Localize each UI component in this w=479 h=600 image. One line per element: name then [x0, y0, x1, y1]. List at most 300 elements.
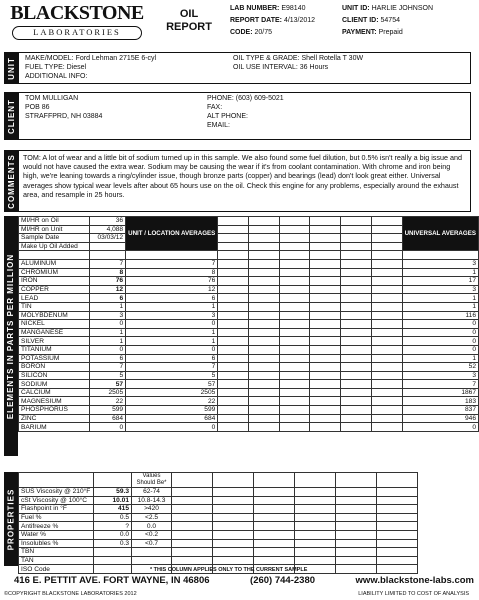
- element-average: 0: [126, 320, 218, 329]
- element-value: 1: [90, 328, 126, 337]
- element-value: 0: [90, 320, 126, 329]
- footer-website[interactable]: www.blackstone-labs.com: [355, 575, 474, 586]
- element-universal-average: 3: [402, 285, 478, 294]
- property-row: [19, 530, 418, 539]
- client-section: [18, 92, 471, 140]
- element-name: IRON: [19, 277, 90, 286]
- empty-cell: [336, 530, 377, 539]
- empty-cell: [218, 251, 249, 260]
- empty-cell: [310, 234, 341, 243]
- empty-cell: [341, 337, 372, 346]
- empty-cell: [371, 225, 402, 234]
- empty-cell: [279, 251, 310, 260]
- info-value: 4,088: [90, 225, 126, 234]
- info-label: Sample Date: [19, 234, 90, 243]
- element-value: 0: [90, 345, 126, 354]
- empty-cell: [218, 294, 249, 303]
- empty-cell: [279, 268, 310, 277]
- element-name: BORON: [19, 363, 90, 372]
- empty-cell: [295, 488, 336, 497]
- properties-header-row: [19, 473, 418, 488]
- empty-cell: [279, 225, 310, 234]
- info-label: Make Up Oil Added: [19, 242, 90, 251]
- empty-cell: [310, 363, 341, 372]
- empty-cell: [341, 363, 372, 372]
- empty-cell: [371, 423, 402, 432]
- property-name: TBN: [19, 548, 94, 557]
- empty-cell: [218, 234, 249, 243]
- payment: PAYMENT: Prepaid: [342, 29, 403, 36]
- empty-cell: [172, 505, 213, 514]
- element-average: 76: [126, 277, 218, 286]
- empty-cell: [249, 294, 280, 303]
- element-average: 6: [126, 354, 218, 363]
- element-row: [19, 311, 479, 320]
- comments-text: TOM: A lot of wear and a little bit of sodium turned up in this sample. We also found some fuel dilution, but 0.5% isn't really a big issue and would not have caused the extra wear. Sodium may be causing the wear if it's from coolant contamination. With chrome and iron being high, we're leaning towards a ring/cylinder issue, though bronze parts (copper) and bearings (lead) don't look great either. Universal averages show typical wear levels after about 65 hours use on the oil. Check this engine for any problems, especially around the exhaust area, and resample in 25 hours.: [23, 153, 462, 199]
- empty-cell: [279, 320, 310, 329]
- element-row: [19, 397, 479, 406]
- empty-cell: [218, 320, 249, 329]
- empty-cell: [254, 522, 295, 531]
- empty-cell: [279, 259, 310, 268]
- element-average: 8: [126, 268, 218, 277]
- empty-cell: [218, 380, 249, 389]
- empty-cell: [249, 268, 280, 277]
- property-value: [94, 548, 132, 557]
- element-row: [19, 285, 479, 294]
- element-universal-average: 1: [402, 294, 478, 303]
- element-row: [19, 268, 479, 277]
- empty-cell: [172, 539, 213, 548]
- empty-cell: [371, 285, 402, 294]
- empty-cell: [295, 539, 336, 548]
- empty-cell: [295, 513, 336, 522]
- empty-cell: [249, 302, 280, 311]
- empty-cell: [341, 406, 372, 415]
- client-fax: FAX:: [207, 104, 223, 111]
- empty-cell: [341, 354, 372, 363]
- element-universal-average: 3: [402, 371, 478, 380]
- footer-address: 416 E. PETTIT AVE. FORT WAYNE, IN 46806: [14, 575, 210, 586]
- property-value: 415: [94, 505, 132, 514]
- element-average: 3: [126, 311, 218, 320]
- empty-cell: [371, 328, 402, 337]
- element-value: 684: [90, 414, 126, 423]
- element-row: [19, 354, 479, 363]
- empty-cell: [218, 414, 249, 423]
- property-name: Insolubles %: [19, 539, 94, 548]
- empty-cell: [310, 397, 341, 406]
- empty-cell: [336, 565, 377, 574]
- element-row: [19, 277, 479, 286]
- empty-cell: [249, 217, 280, 226]
- empty-cell: [371, 242, 402, 251]
- title-line2: REPORT: [166, 21, 212, 33]
- empty-cell: [249, 337, 280, 346]
- empty-cell: [341, 268, 372, 277]
- empty-cell: [310, 225, 341, 234]
- element-value: 6: [90, 294, 126, 303]
- empty-cell: [310, 320, 341, 329]
- empty-cell: [371, 251, 402, 260]
- empty-cell: [213, 530, 254, 539]
- empty-cell: [218, 423, 249, 432]
- empty-cell: [310, 294, 341, 303]
- element-universal-average: 183: [402, 397, 478, 406]
- logo-laboratories: LABORATORIES: [12, 26, 142, 40]
- property-value: 10.01: [94, 496, 132, 505]
- empty-cell: [279, 302, 310, 311]
- empty-cell: [295, 556, 336, 565]
- element-average: 12: [126, 285, 218, 294]
- empty-cell: [341, 259, 372, 268]
- property-row: [19, 505, 418, 514]
- elements-table: [18, 216, 479, 432]
- empty-cell: [218, 277, 249, 286]
- empty-cell: [172, 530, 213, 539]
- empty-cell: [254, 505, 295, 514]
- empty-cell: [371, 380, 402, 389]
- info-label: MI/HR on Unit: [19, 225, 90, 234]
- empty-cell: [213, 556, 254, 565]
- property-value: 0.3: [94, 539, 132, 548]
- element-value: 57: [90, 380, 126, 389]
- element-name: SILVER: [19, 337, 90, 346]
- empty-cell: [249, 354, 280, 363]
- empty-cell: [371, 388, 402, 397]
- empty-cell: [371, 345, 402, 354]
- element-average: 1: [126, 328, 218, 337]
- property-name: ISO Code: [19, 565, 94, 574]
- empty-cell: [279, 217, 310, 226]
- empty-cell: [254, 496, 295, 505]
- empty-cell: [310, 268, 341, 277]
- property-row: [19, 513, 418, 522]
- client-alt-phone: ALT PHONE:: [207, 113, 248, 120]
- property-row: [19, 488, 418, 497]
- element-universal-average: 116: [402, 311, 478, 320]
- element-name: CHROMIUM: [19, 268, 90, 277]
- element-name: SODIUM: [19, 380, 90, 389]
- empty-cell: [254, 530, 295, 539]
- empty-cell: [249, 380, 280, 389]
- property-row: [19, 522, 418, 531]
- element-universal-average: 1: [402, 268, 478, 277]
- client-address-2: STRAFFPRD, NH 03884: [25, 113, 103, 120]
- empty-cell: [341, 217, 372, 226]
- universal-averages-header: UNIVERSAL AVERAGES: [402, 217, 478, 251]
- additional-info: ADDITIONAL INFO:: [25, 73, 88, 80]
- empty-cell: [249, 371, 280, 380]
- element-average: 599: [126, 406, 218, 415]
- footer-phone: (260) 744-2380: [250, 575, 316, 586]
- code: CODE: 20/75: [230, 29, 273, 36]
- empty-cell: [371, 320, 402, 329]
- report-title: [164, 8, 214, 34]
- property-value: ?: [94, 522, 132, 531]
- element-row: [19, 363, 479, 372]
- empty-cell: [371, 371, 402, 380]
- empty-cell: [249, 259, 280, 268]
- comments-band: COMMENTS: [4, 150, 18, 212]
- empty-cell: [341, 414, 372, 423]
- empty-cell: [279, 285, 310, 294]
- element-universal-average: 0: [402, 423, 478, 432]
- make-model: MAKE/MODEL: Ford Lehman 2715E 6-cyl: [25, 55, 157, 62]
- empty-cell: [310, 423, 341, 432]
- element-average: 22: [126, 397, 218, 406]
- client-band: CLIENT: [4, 92, 18, 140]
- empty-cell: [249, 388, 280, 397]
- empty-cell: [279, 380, 310, 389]
- empty-cell: [279, 294, 310, 303]
- empty-cell: [172, 488, 213, 497]
- empty-cell: [218, 242, 249, 251]
- client-phone: PHONE: (603) 609-5021: [207, 95, 284, 102]
- empty-cell: [213, 539, 254, 548]
- blackstone-logo: [6, 2, 148, 42]
- empty-cell: [310, 259, 341, 268]
- info-row: [19, 217, 479, 226]
- element-universal-average: 1: [402, 302, 478, 311]
- property-name: Fuel %: [19, 513, 94, 522]
- element-average: 7: [126, 363, 218, 372]
- empty-cell: [249, 285, 280, 294]
- element-average: 1: [126, 302, 218, 311]
- empty-cell: [249, 242, 280, 251]
- property-row: [19, 556, 418, 565]
- empty-cell: [377, 565, 418, 574]
- empty-cell: [172, 513, 213, 522]
- empty-cell: [295, 505, 336, 514]
- empty-cell: [295, 473, 336, 488]
- empty-cell: [341, 242, 372, 251]
- empty-cell: [402, 251, 478, 260]
- empty-cell: [172, 473, 213, 488]
- unit-band: UNIT: [4, 52, 18, 84]
- empty-cell: [295, 496, 336, 505]
- empty-cell: [213, 505, 254, 514]
- empty-cell: [172, 522, 213, 531]
- empty-cell: [341, 311, 372, 320]
- empty-cell: [213, 513, 254, 522]
- empty-cell: [341, 294, 372, 303]
- element-average: 1: [126, 337, 218, 346]
- empty-cell: [336, 539, 377, 548]
- property-row: [19, 548, 418, 557]
- element-name: TITANIUM: [19, 345, 90, 354]
- empty-cell: [218, 217, 249, 226]
- footnote: * THIS COLUMN APPLIES ONLY TO THE CURRENT SAMPLE: [150, 567, 308, 573]
- empty-cell: [279, 354, 310, 363]
- empty-cell: [279, 388, 310, 397]
- empty-cell: [279, 311, 310, 320]
- element-average: 0: [126, 423, 218, 432]
- property-row: [19, 496, 418, 505]
- element-universal-average: 7: [402, 380, 478, 389]
- element-value: 76: [90, 277, 126, 286]
- property-value: [94, 556, 132, 565]
- empty-cell: [213, 488, 254, 497]
- empty-cell: [254, 548, 295, 557]
- empty-cell: [310, 406, 341, 415]
- empty-cell: [279, 363, 310, 372]
- empty-cell: [310, 251, 341, 260]
- element-universal-average: 0: [402, 345, 478, 354]
- empty-cell: [371, 406, 402, 415]
- property-should-be: 62-74: [132, 488, 172, 497]
- empty-cell: [371, 259, 402, 268]
- empty-cell: [310, 380, 341, 389]
- element-name: COPPER: [19, 285, 90, 294]
- element-universal-average: 0: [402, 320, 478, 329]
- element-value: 12: [90, 285, 126, 294]
- property-should-be: <0.2: [132, 530, 172, 539]
- empty-cell: [279, 371, 310, 380]
- empty-cell: [218, 337, 249, 346]
- empty-cell: [218, 302, 249, 311]
- element-average: 6: [126, 294, 218, 303]
- property-should-be: >420: [132, 505, 172, 514]
- element-row: [19, 337, 479, 346]
- elements-band: ELEMENTS IN PARTS PER MILLION: [4, 216, 18, 456]
- empty-cell: [336, 505, 377, 514]
- empty-cell: [377, 488, 418, 497]
- element-value: 1: [90, 302, 126, 311]
- element-universal-average: 837: [402, 406, 478, 415]
- empty-cell: [341, 328, 372, 337]
- element-average: 57: [126, 380, 218, 389]
- element-row: [19, 380, 479, 389]
- client-id: CLIENT ID: 54754: [342, 17, 400, 24]
- element-row: [19, 294, 479, 303]
- spacer-row: [19, 251, 479, 260]
- empty-cell: [213, 522, 254, 531]
- empty-cell: [377, 548, 418, 557]
- empty-cell: [254, 488, 295, 497]
- empty-cell: [249, 328, 280, 337]
- empty-cell: [310, 285, 341, 294]
- empty-cell: [371, 268, 402, 277]
- empty-cell: [341, 277, 372, 286]
- empty-cell: [279, 345, 310, 354]
- empty-cell: [249, 406, 280, 415]
- property-should-be: 0.0: [132, 522, 172, 531]
- element-universal-average: 946: [402, 414, 478, 423]
- element-value: 22: [90, 397, 126, 406]
- empty-cell: [279, 242, 310, 251]
- property-should-be: <0.7: [132, 539, 172, 548]
- empty-cell: [249, 414, 280, 423]
- client-name: TOM MULLIGAN: [25, 95, 79, 102]
- property-value: 0.0: [94, 530, 132, 539]
- empty-cell: [279, 397, 310, 406]
- empty-cell: [254, 539, 295, 548]
- empty-cell: [341, 397, 372, 406]
- element-name: ALUMINUM: [19, 259, 90, 268]
- element-universal-average: 0: [402, 328, 478, 337]
- empty-cell: [336, 488, 377, 497]
- element-universal-average: 0: [402, 337, 478, 346]
- copyright: ©COPYRIGHT BLACKSTONE LABORATORIES 2012: [4, 591, 137, 597]
- empty-cell: [371, 397, 402, 406]
- empty-cell: [218, 388, 249, 397]
- element-name: MAGNESIUM: [19, 397, 90, 406]
- empty-cell: [279, 328, 310, 337]
- empty-cell: [371, 234, 402, 243]
- logo-brand: BLACKSTONE: [10, 2, 144, 24]
- element-value: 599: [90, 406, 126, 415]
- empty-cell: [249, 277, 280, 286]
- empty-cell: [279, 337, 310, 346]
- empty-cell: [371, 277, 402, 286]
- element-average: 7: [126, 259, 218, 268]
- element-universal-average: 1: [402, 354, 478, 363]
- property-value: 0.5: [94, 513, 132, 522]
- element-name: CALCIUM: [19, 388, 90, 397]
- empty-cell: [213, 496, 254, 505]
- empty-cell: [249, 320, 280, 329]
- element-row: [19, 259, 479, 268]
- element-row: [19, 302, 479, 311]
- empty-cell: [218, 345, 249, 354]
- element-row: [19, 423, 479, 432]
- footer-bar: [14, 575, 474, 586]
- empty-cell: [90, 251, 126, 260]
- empty-cell: [310, 354, 341, 363]
- property-should-be: 10.8-14.3: [132, 496, 172, 505]
- empty-cell: [310, 371, 341, 380]
- comments-section: [18, 150, 471, 212]
- empty-cell: [254, 556, 295, 565]
- empty-cell: [310, 328, 341, 337]
- empty-cell: [310, 242, 341, 251]
- info-value: 36: [90, 217, 126, 226]
- property-name: TAN: [19, 556, 94, 565]
- element-name: PHOSPHORUS: [19, 406, 90, 415]
- empty-cell: [249, 345, 280, 354]
- empty-cell: [295, 548, 336, 557]
- info-label: MI/HR on Oil: [19, 217, 90, 226]
- empty-cell: [254, 473, 295, 488]
- report-date: REPORT DATE: 4/13/2012: [230, 17, 316, 24]
- empty-cell: [218, 259, 249, 268]
- element-row: [19, 388, 479, 397]
- empty-cell: [341, 285, 372, 294]
- element-value: 7: [90, 363, 126, 372]
- empty-cell: [295, 530, 336, 539]
- empty-cell: [310, 217, 341, 226]
- empty-cell: [341, 380, 372, 389]
- element-value: 6: [90, 354, 126, 363]
- element-value: 8: [90, 268, 126, 277]
- empty-cell: [341, 251, 372, 260]
- property-should-be: <2.5: [132, 513, 172, 522]
- empty-cell: [218, 371, 249, 380]
- empty-cell: [336, 473, 377, 488]
- empty-cell: [279, 234, 310, 243]
- empty-cell: [371, 302, 402, 311]
- empty-cell: [336, 513, 377, 522]
- empty-cell: [249, 311, 280, 320]
- element-universal-average: 52: [402, 363, 478, 372]
- element-value: 7: [90, 259, 126, 268]
- empty-cell: [371, 354, 402, 363]
- empty-cell: [279, 277, 310, 286]
- property-name: Water %: [19, 530, 94, 539]
- empty-cell: [310, 277, 341, 286]
- empty-cell: [336, 548, 377, 557]
